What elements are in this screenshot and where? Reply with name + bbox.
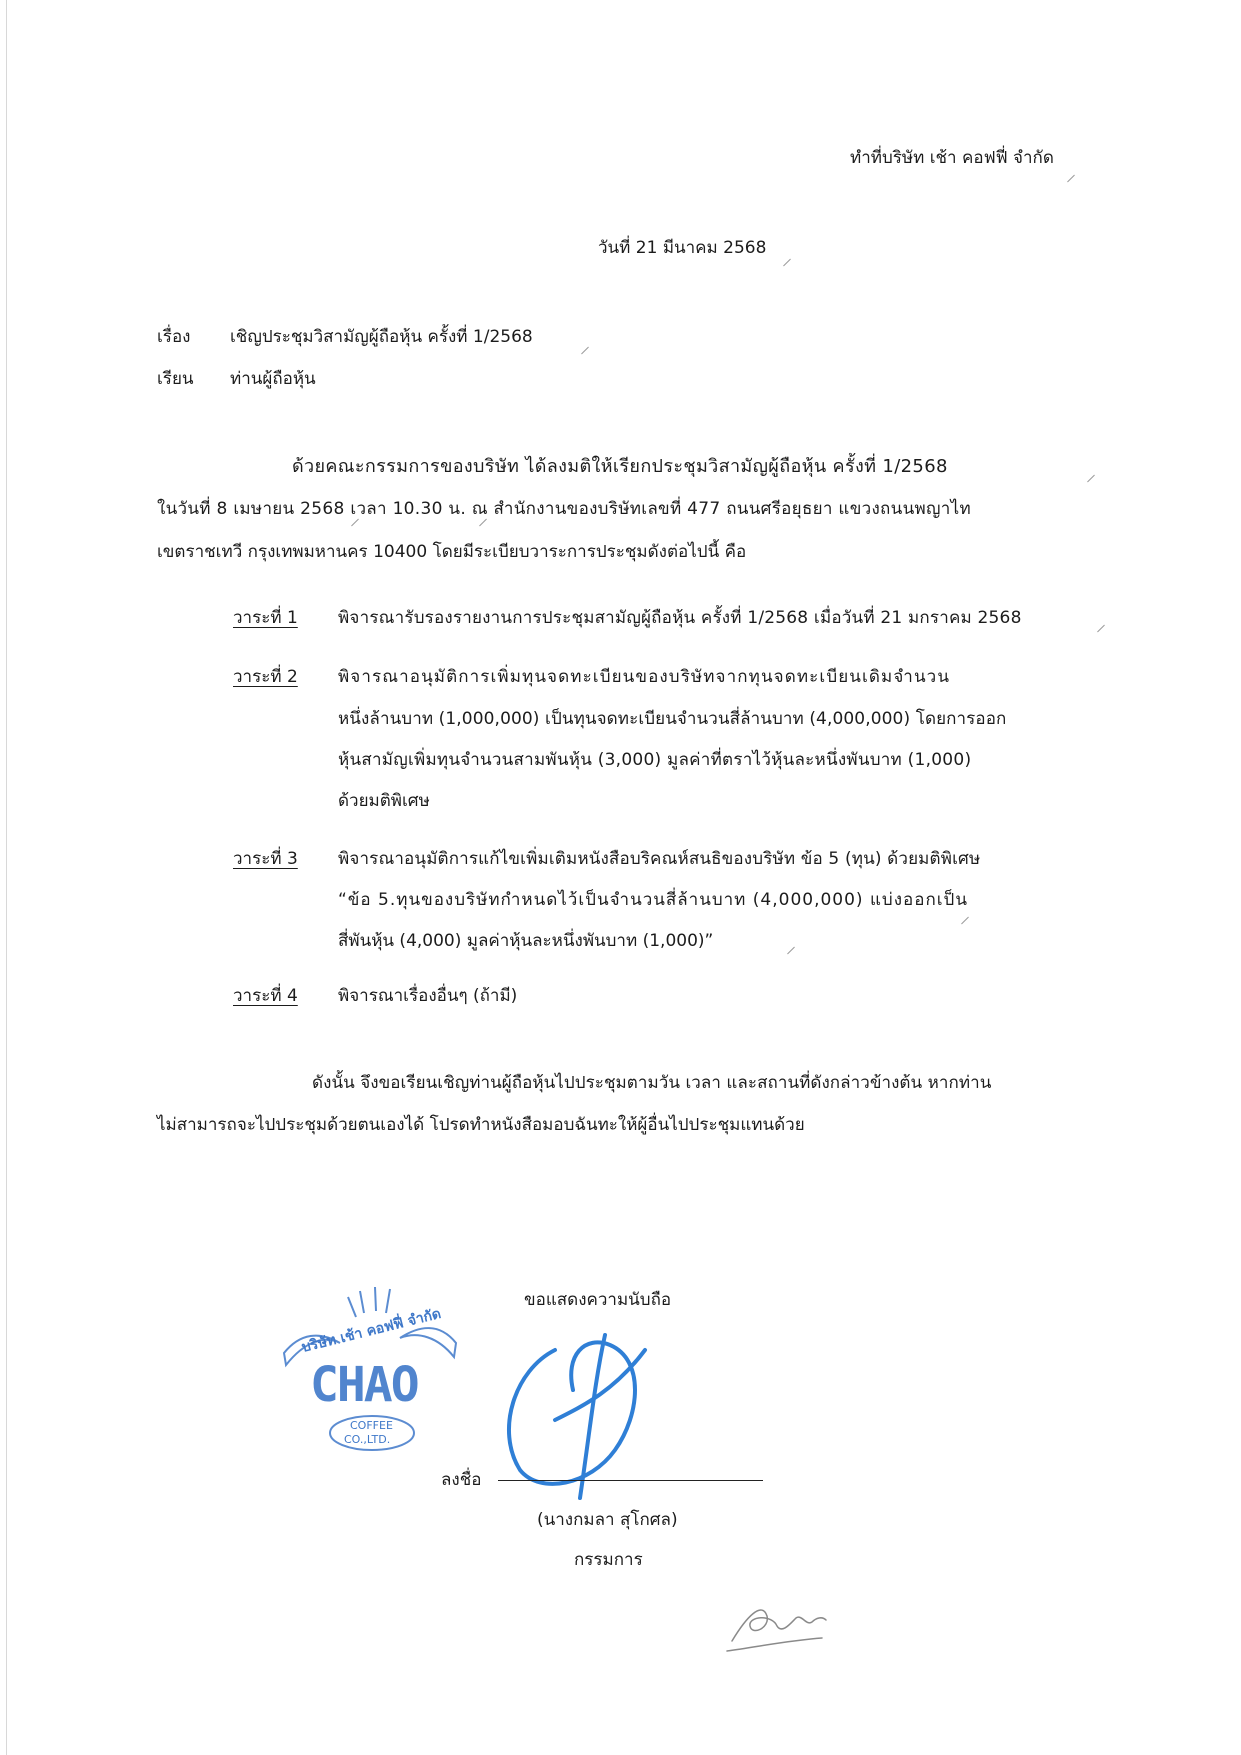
letter-date: วันที่ 21 มีนาคม 2568 [598,238,767,258]
subject-label: เรื่อง [157,327,191,347]
tick-mark-4 [1087,475,1095,483]
signature-line [498,1480,763,1481]
agenda-2-line-4: ด้วยมติพิเศษ [338,791,430,811]
agenda-3-line-2: “ข้อ 5.ทุนของบริษัทกำหนดไว้เป็นจำนวนสี่ล้านบาท (4,000,000) แบ่งออกเป็น [338,890,968,910]
agenda-3-line-3: สี่พันหุ้น (4,000) มูลค่าหุ้นละหนึ่งพันบาท (1,000)” [338,931,714,951]
agenda-3-line-1: พิจารณาอนุมัติการแก้ไขเพิ่มเติมหนังสือบริคณห์สนธิของบริษัท ข้อ 5 (ทุน) ด้วยมติพิเศษ [338,849,981,869]
closing-line-2: ไม่สามารถจะไปประชุมด้วยตนเองได้ โปรดทำหนังสือมอบฉันทะให้ผู้อื่นไปประชุมแทนด้วย [157,1115,805,1135]
intro-line-1: ด้วยคณะกรรมการของบริษัท ได้ลงมติให้เรียกประชุมวิสามัญผู้ถือหุ้น ครั้งที่ 1/2568 [292,456,948,477]
intro-line-3: เขตราชเทวี กรุงเทพมหานคร 10400 โดยมีระเบียบวาระการประชุมดังต่อไปนี้ คือ [157,542,747,562]
tick-mark-1 [1067,175,1075,183]
regards-text: ขอแสดงความนับถือ [524,1290,672,1310]
stamp-line1: COFFEE [350,1419,393,1432]
intro-line-2: ในวันที่ 8 เมษายน 2568 เวลา 10.30 น. ณ สำนักงานของบริษัทเลขที่ 477 ถนนศรีอยุธยา แขวงถนนพญาไท [157,499,971,519]
closing-line-1: ดังนั้น จึงขอเรียนเชิญท่านผู้ถือหุ้นไปประชุมตามวัน เวลา และสถานที่ดังกล่าวข้างต้น หากท่าน [312,1073,992,1093]
stamp-brand: CHAO [310,1357,418,1413]
stamp-wing-right [400,1328,456,1357]
agenda-2-line-1: พิจารณาอนุมัติการเพิ่มทุนจดทะเบียนของบริษัทจากทุนจดทะเบียนเดิมจำนวน [338,667,951,687]
letter-place: ทำที่บริษัท เช้า คอฟฟี่ จำกัด [850,148,1054,168]
stamp-line2: CO.,LTD. [344,1433,391,1446]
tick-mark-9 [787,947,795,955]
company-stamp [280,1283,460,1458]
sign-label: ลงชื่อ [441,1470,482,1490]
agenda-1-label: วาระที่ 1 [233,608,298,628]
signer-name: (นางกมลา สุโกศล) [537,1510,678,1530]
signer-position: กรรมการ [574,1550,643,1570]
initials-mark [722,1596,832,1656]
handwritten-signature [495,1320,695,1500]
stamp-company-thai: บริษัท เช้า คอฟฟี่ จำกัด [300,1305,443,1356]
agenda-2-label: วาระที่ 2 [233,667,298,687]
recipient-text: ท่านผู้ถือหุ้น [230,369,316,389]
recipient-label: เรียน [157,369,194,389]
tick-mark-7 [1097,625,1105,633]
scan-edge-line [6,0,7,1755]
subject-text: เชิญประชุมวิสามัญผู้ถือหุ้น ครั้งที่ 1/2568 [230,327,533,347]
agenda-2-line-3: หุ้นสามัญเพิ่มทุนจำนวนสามพันหุ้น (3,000) มูลค่าที่ตราไว้หุ้นละหนึ่งพันบาท (1,000) [338,750,972,770]
tick-mark-8 [961,917,969,925]
agenda-4-label: วาระที่ 4 [233,986,298,1006]
agenda-2-line-2: หนึ่งล้านบาท (1,000,000) เป็นทุนจดทะเบียนจำนวนสี่ล้านบาท (4,000,000) โดยการออก [338,709,1007,729]
tick-mark-3 [581,347,589,355]
agenda-3-label: วาระที่ 3 [233,849,298,869]
agenda-4-line-1: พิจารณาเรื่องอื่นๆ (ถ้ามี) [338,986,518,1006]
stamp-sun-rays [348,1287,390,1317]
tick-mark-2 [783,259,791,267]
agenda-1-line-1: พิจารณารับรองรายงานการประชุมสามัญผู้ถือหุ้น ครั้งที่ 1/2568 เมื่อวันที่ 21 มกราคม 2568 [338,608,1022,628]
